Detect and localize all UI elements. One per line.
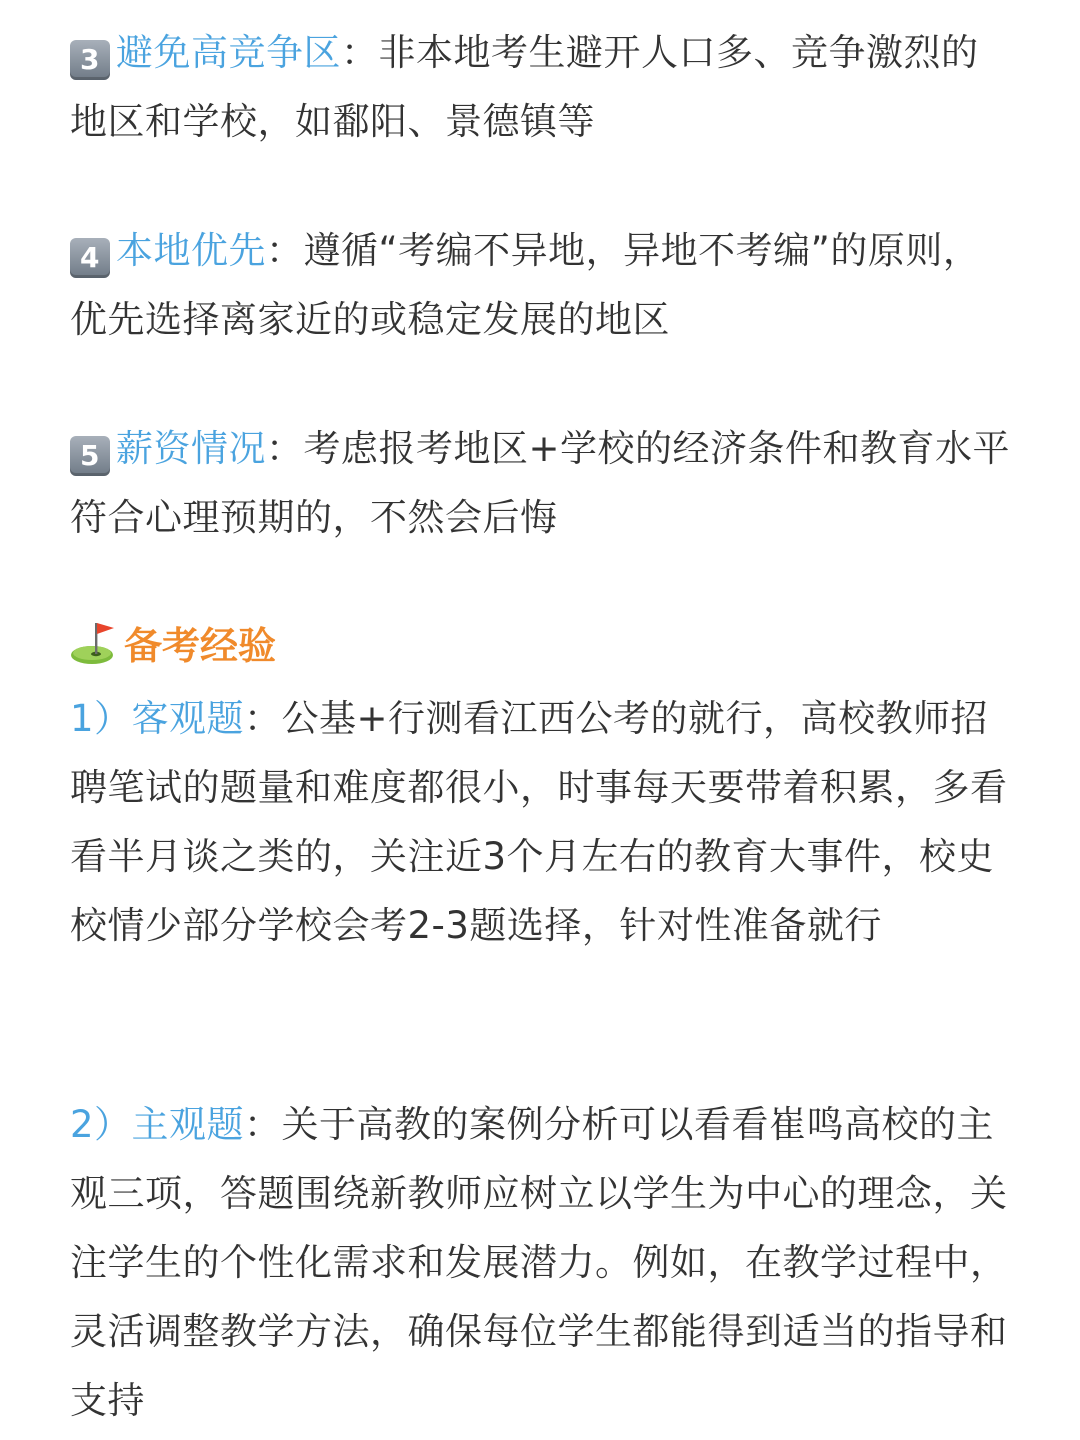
experience-item-1	[70, 684, 1010, 960]
golf-flag-icon	[70, 617, 120, 667]
section-title: 备考经验	[124, 624, 277, 668]
tip-item-3-text: ：非本地考生避开人口多、竞争激烈的地区和学校，如鄱阳、景德镇等	[70, 31, 979, 143]
tip-item-4	[70, 216, 1010, 354]
experience-item-2	[70, 1090, 1010, 1435]
keycap-3-icon: 3	[70, 40, 110, 80]
experience-item-1-keyword: 1）客观题	[70, 697, 245, 740]
section-heading	[70, 612, 276, 681]
keycap-5-icon: 5	[70, 436, 110, 476]
tip-item-5	[70, 414, 1010, 552]
tip-item-5-text: ：考虑报考地区+学校的经济条件和教育水平符合心理预期的，不然会后悔	[70, 427, 1011, 539]
experience-item-2-text: ：关于高教的案例分析可以看看崔鸣高校的主观三项，答题围绕新教师应树立以学生为中心的理念，关注学生的个性化需求和发展潜力。例如，在教学过程中，灵活调整教学方法，确保每位学生都能得到适当的指导和支持	[70, 1103, 1008, 1422]
experience-item-2-keyword: 2）主观题	[70, 1103, 245, 1146]
keycap-4-icon: 4	[70, 238, 110, 278]
tip-item-3	[70, 18, 1010, 156]
tip-item-4-keyword: 本地优先	[116, 229, 266, 272]
tip-item-3-keyword: 避免高竞争区	[116, 31, 341, 74]
tip-item-4-text: ：遵循“考编不异地，异地不考编”的原则，优先选择离家近的或稳定发展的地区	[70, 229, 981, 341]
tip-item-5-keyword: 薪资情况	[116, 427, 266, 470]
experience-item-1-text: ：公基+行测看江西公考的就行，高校教师招聘笔试的题量和难度都很小，时事每天要带着积累，多看看半月谈之类的，关注近3个月左右的教育大事件，校史校情少部分学校会考2-3题选择，针对性准备就行	[70, 697, 1008, 947]
